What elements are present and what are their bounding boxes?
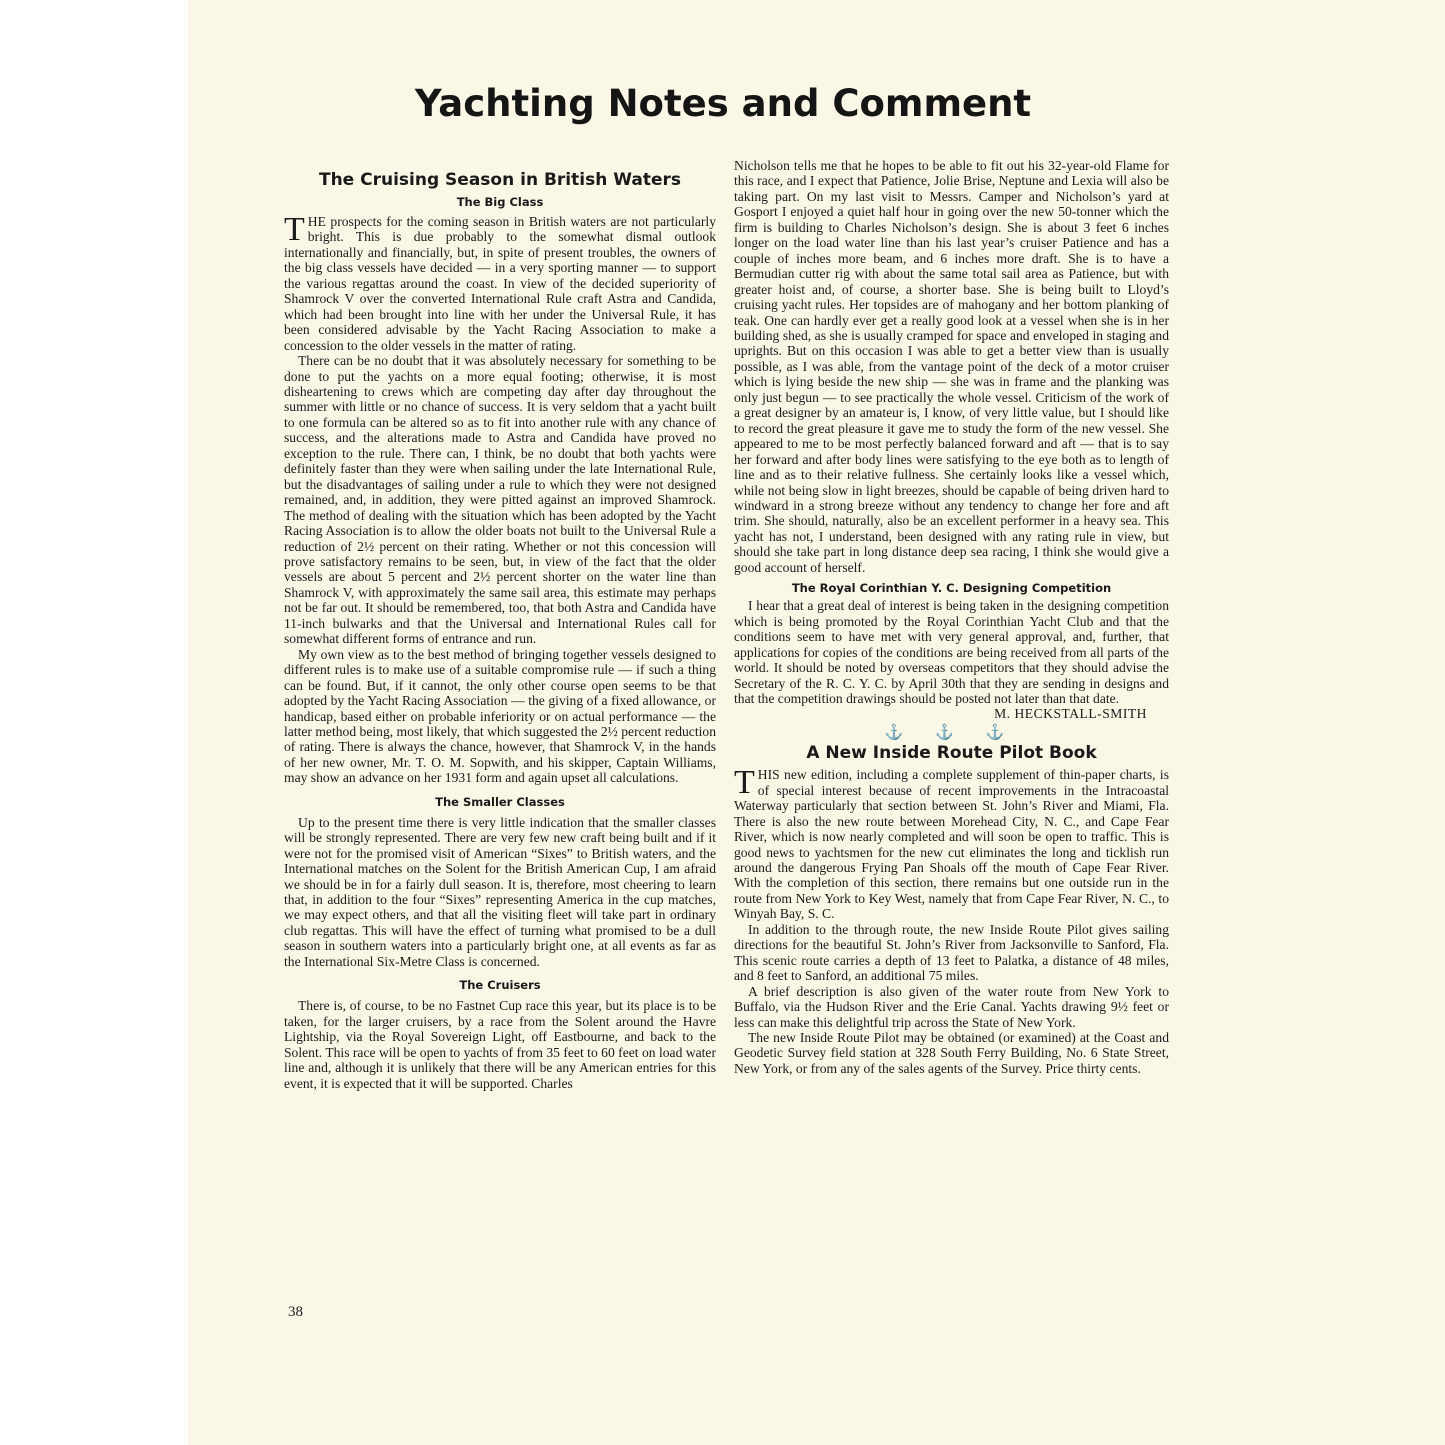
- article-title-pilot-book: A New Inside Route Pilot Book: [806, 743, 1097, 764]
- magazine-page: [188, 0, 1445, 1445]
- paragraph: In addition to the through route, the new Inside Route Pilot gives sailing directions for the beautiful St. John’s River from Jacksonville to Sanford, Fla. This scenic route carries a depth of 13 feet to Palatka, a distance of 48 miles, and 8 feet to Sanford, an additional 75 miles.: [734, 921, 1169, 984]
- drop-cap: T: [734, 764, 755, 802]
- drop-cap: T: [284, 211, 305, 248]
- paragraph: The new Inside Route Pilot may be obtained (or examined) at the Coast and Geodetic Survey field station at 328 South Ferry Building, No. 6 State Street, New York, or from any of the sales agents of the Survey. Price thirty cents.: [734, 1030, 1169, 1076]
- author-signature: M. HECKSTALL-SMITH: [994, 706, 1147, 722]
- subhead-big-class: The Big Class: [456, 195, 544, 209]
- page-title: Yachting Notes and Comment: [414, 82, 1032, 125]
- paragraph: Nicholson tells me that he hopes to be able to fit out his 32-year-old Flame for this race, and I expect that Patience, Jolie Brise, Neptune and Lexia will also be taking part. On my last visit to Messrs. Camper and Nicholson’s yard at Gosport I enjoyed a quiet half hour in going over the new 50-tonner which the firm is building to Charles Nicholson’s design. She is about 3 feet 6 inches longer on the load water line than his last year’s cruiser Patience and has a couple of inches more beam, and 6 inches more draft. She is to have a Bermudian cutter rig with about the same total sail area as Patience, but with greater hoist and, of course, a shorter base. She is being built to Lloyd’s cruising yacht rules. Her topsides are of mahogany and her bottom planking of teak. One can hardly ever get a really good look at a vessel when she is in her building shed, as she is usually cramped for space and enveloped in staging and uprights. But on this occasion I was able to get a better view than is usually possible, as I was able, from the vantage point of the deck of a motor cruiser which is lying beside the new ship — she was in frame and the planking was only just begun — to see practically the whole vessel. Criticism of the work of a great designer by an amateur is, I know, of very little value, but I should like to record the great pleasure it gave me to study the form of the new vessel. She appeared to me to be most perfectly balanced forward and aft — that is to say her forward and after body lines were satisfying to the eye both as to length of line and as to their relative fullness. She certainly looks like a vessel which, while not being slow in light breezes, should be capable of being driven hard to windward in a strong breeze without any tendency to change her fore and aft trim. She should, naturally, also be an excellent performer in a heavy sea. This yacht has not, I understand, been designed with any rating rule in view, but should she take part in long distance deep sea racing, I think she would give a good account of herself.: [734, 158, 1169, 575]
- paragraph: A brief description is also given of the water route from New York to Buffalo, via the Hudson River and the Erie Canal. Yachts drawing 9½ feet or less can make this delightful trip across the State of New York.: [734, 983, 1169, 1030]
- article-title-cruising-season: The Cruising Season in British Waters: [318, 170, 682, 190]
- subhead-royal-corinthian: The Royal Corinthian Y. C. Designing Competition: [791, 581, 1112, 596]
- right-column: [734, 158, 1169, 1076]
- paragraph: Up to the present time there is very little indication that the smaller classes will be strongly represented. There are very few new craft being built and if it were not for the promised visit of American “Sixes” to British waters, and the International matches on the Solent for the British American Cup, I am afraid we should be in for a fairly dull season. It is, therefore, most cheering to learn that, in addition to the four “Sixes” representing America in the cup matches, we may expect others, and that all the visiting fleet will take part in ordinary club regattas. This will have the effect of turning what promised to be a dull season in southern waters into a particularly bright one, at all events as far as the International Six-Metre Class is concerned.: [284, 814, 716, 969]
- paragraph: I hear that a great deal of interest is being taken in the designing competition which is being promoted by the Royal Corinthian Yacht Club and that the conditions seem to have met with very general approval, and, further, that applications for copies of the conditions are being received from all parts of the world. It should be noted by overseas competitors that they should advise the Secretary of the R. C. Y. C. by April 30th that they are sending in designs and that the competition drawings should be posted not later than that date.: [734, 598, 1169, 706]
- left-column: [284, 158, 716, 1091]
- paragraph: There is, of course, to be no Fastnet Cup race this year, but its place is to be taken, for the larger cruisers, by a race from the Solent around the Havre Lightship, via the Royal Sovereign Light, off Eastbourne, and back to the Solent. This race will be open to yachts of from 35 feet to 60 feet on load water line and, although it is unlikely that there will be any American entries for this event, it is expected that it will be supported. Charles: [284, 998, 716, 1091]
- paragraph: THE prospects for the coming season in British waters are not particularly bright. This is due probably to the somewhat dismal outlook internationally and financially, but, in spite of present troubles, the owners of the big class vessels have decided — in a very sporting manner — to support the various regattas around the coast. In view of the decided superiority of Shamrock V over the converted International Rule craft Astra and Candida, which had been brought into line with her under the Universal Rule, it has been considered advisable by the Yacht Racing Association to make a concession to the older vessels in the matter of rating.: [284, 211, 716, 353]
- paragraph: There can be no doubt that it was absolutely necessary for something to be done to put the yachts on a more equal footing; otherwise, it is most disheartening to crews which are competing day after day throughout the summer with little or no chance of success. It is very seldom that a yacht built to one formula can be altered so as to fit into another rule with any chance of success, and the alterations made to Astra and Candida have proved no exception to the rule. There can, I think, be no doubt that both yachts were definitely faster than they were when sailing under the late International Rule, but the disadvantages of sailing under a rule to which they were not designed remained, and, in addition, they were pitted against an improved Shamrock. The method of dealing with the situation which has been adopted by the Yacht Racing Association is to allow the older boats not built to the Universal Rule a reduction of 2½ percent on their rating. Whether or not this concession will prove satisfactory remains to be seen, but, in view of the fact that the older vessels are about 5 percent and 2½ percent shorter on the water line than Shamrock V, with approximately the same sail area, this estimate may perhaps not be far out. It should be remembered, too, that both Astra and Candida have 11-inch bulwarks and that the Universal and International Rules call for somewhat different forms of entrance and run.: [284, 353, 716, 647]
- subhead-cruisers: The Cruisers: [459, 978, 541, 993]
- anchor-ornament-icon: ⚓ ⚓ ⚓: [884, 724, 1019, 741]
- subhead-smaller-classes: The Smaller Classes: [435, 794, 565, 809]
- paragraph: My own view as to the best method of bringing together vessels designed to different rules is to make use of a suitable compromise rule — if such a thing can be found. But, if it cannot, the only other course open seems to be that adopted by the Yacht Racing Association — the giving of a fixed allowance, or handicap, based either on probable inferiority or on actual performance — the latter method being, most likely, that which suggested the 2½ percent reduction of rating. There is always the chance, however, that Shamrock V, in the hands of her new owner, Mr. T. O. M. Sopwith, and his skipper, Captain Williams, may show an advance on her 1931 form and again upset all calculations.: [284, 646, 716, 786]
- page-number: 38: [288, 1304, 303, 1320]
- paragraph: THIS new edition, including a complete supplement of thin-paper charts, is of special interest because of recent improvements in the Intracoastal Waterway particularly that section between St. John’s River and Miami, Fla. There is also the new route between Morehead City, N. C., and Cape Fear River, which is now nearly completed and will soon be open to traffic. This is good news to yachtsmen for the new cut eliminates the long and ticklish run around the dangerous Frying Pan Shoals off the mouth of Cape Fear River. With the completion of this section, there remains but one outside run in the route from New York to Key West, namely that from Cape Fear River, N. C., to Winyah Bay, S. C.: [734, 764, 1169, 922]
